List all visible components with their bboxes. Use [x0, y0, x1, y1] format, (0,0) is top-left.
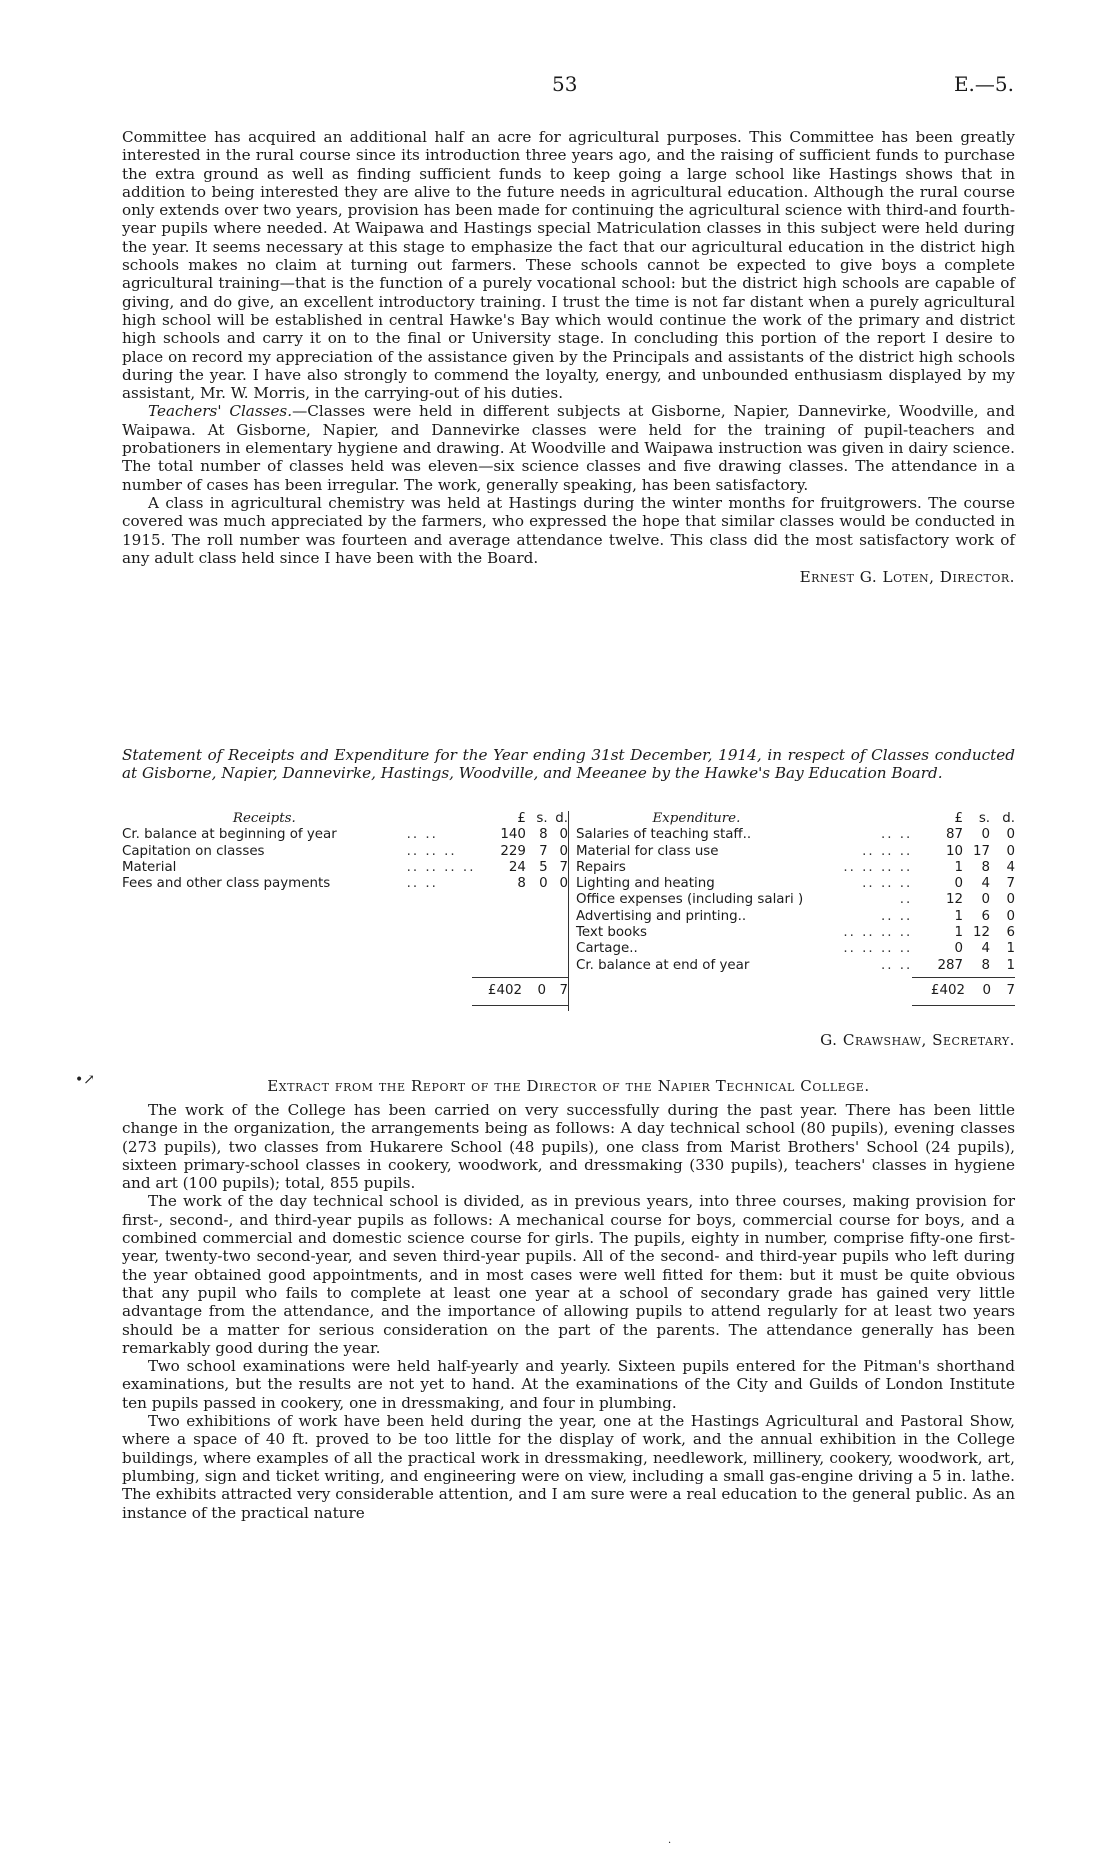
leader-dots: .. .. .. .. — [843, 859, 913, 875]
table-row — [576, 876, 1015, 892]
page-header — [0, 72, 1114, 100]
page-number: 53 — [552, 72, 578, 96]
table-row — [576, 827, 1015, 843]
expense-label: Advertising and printing.. — [576, 908, 747, 924]
expenditure-total-shillings: 0 — [982, 983, 991, 998]
statement-section — [122, 746, 1015, 783]
receipt-label: Material — [122, 859, 177, 875]
paragraph-exhibitions: Two exhibitions of work have been held during the year, one at the Hastings Agricultural and Pastoral Show, where a space of 40 ft. proved to be too little for the display of work, and the annual exhibition in the College buildings, where examples of all the practical work in dressmaking, needlework, millinery, cookery, woodwork, art, plumbing, sign and ticket writing, and engineering were on view, including a small gas-engine driving a 5 in. lathe. The exhibits attracted very considerable attention, and I am sure were a real education to the general public. As an instance of the practical nature — [122, 1412, 1015, 1522]
leader-dots: .. .. .. — [406, 843, 457, 859]
leader-dots: .. .. — [880, 957, 913, 973]
expense-pence: 1 — [1006, 941, 1015, 957]
expense-label: Lighting and heating — [576, 876, 715, 892]
expenditure-total-pounds: £402 — [930, 983, 965, 998]
expense-pounds: 87 — [946, 827, 964, 843]
table-row — [576, 941, 1015, 957]
table-row — [576, 860, 1015, 876]
expense-label: Repairs — [576, 859, 626, 875]
receipt-pounds: 8 — [517, 876, 526, 892]
table-row — [122, 844, 568, 860]
expense-pence: 0 — [1006, 843, 1015, 859]
expenditure-table — [576, 811, 1015, 974]
expenditure-header-row — [576, 811, 1015, 827]
receipts-header-row — [122, 811, 568, 827]
receipt-shillings: 0 — [539, 876, 548, 892]
leader-dots: .. .. .. .. — [406, 859, 476, 875]
margin-mark: •↗ — [75, 1072, 95, 1088]
receipt-pounds: 140 — [500, 827, 526, 843]
expenditure-total-pence: 7 — [1006, 983, 1015, 998]
expense-shillings: 0 — [981, 827, 991, 843]
expense-pence: 7 — [1006, 876, 1015, 892]
receipt-pence: 0 — [559, 843, 568, 859]
expense-pounds: 12 — [946, 892, 964, 908]
body-text-top — [122, 128, 1015, 587]
col-pence: d. — [555, 811, 568, 826]
expense-shillings: 4 — [981, 941, 991, 957]
expense-shillings: 4 — [981, 876, 991, 892]
expense-label: Cr. balance at end of year — [576, 957, 750, 973]
col-shillings: s. — [978, 811, 991, 826]
statement-title: Statement of Receipts and Expenditure for the Year ending 31st December, 1914, in respect of Classes conducted at Gisborne, Napier, Dannevirke, Hastings, Woodville, and Meeanee by the Hawke's Bay Education Board. — [122, 746, 1015, 783]
leader-dots: .. .. — [406, 827, 438, 843]
col-pounds: £ — [954, 811, 964, 826]
paragraph-chemistry-class: A class in agricultural chemistry was held at Hastings during the winter months for fruitgrowers. The course covered was much appreciated by the farmers, who expressed the hope that similar classes would be conducted in 1915. The roll number was fourteen and average attendance twelve. This class did the most satisfactory work of any adult class held since I have been with the Board. — [122, 493, 1015, 567]
expense-pounds: 0 — [954, 941, 964, 957]
expense-label: Cartage.. — [576, 941, 638, 957]
expenditure-total-rule — [912, 977, 1015, 978]
expense-shillings: 12 — [973, 925, 991, 941]
table-row — [122, 827, 568, 843]
teachers-classes-text: —Classes were held in different subjects at Gisborne, Napier, Dannevirke, Woodville, and Waipawa. At Gisborne, Napier, and Dannevirke classes were held for the training of pupil-teachers and probationers in elementary hygiene and drawing. At Woodville and Waipawa instruction was given in dairy science. The total number of classes held was eleven—six science classes and five drawing classes. The attendance in a number of cases has been irregular. The work, generally speaking, has been satisfactory. — [122, 402, 1015, 494]
leader-dots: .. .. — [880, 827, 913, 843]
leader-dots: .. — [899, 892, 913, 908]
secretary-block — [122, 1031, 1015, 1050]
column-divider — [568, 811, 569, 1011]
expense-shillings: 6 — [981, 908, 991, 924]
expense-pence: 4 — [1006, 859, 1015, 875]
receipt-pence: 0 — [559, 827, 568, 843]
expense-shillings: 17 — [973, 843, 991, 859]
receipt-pence: 0 — [559, 876, 568, 892]
receipts-heading: Receipts. — [232, 811, 296, 826]
receipts-total-rule — [472, 977, 568, 978]
expense-shillings: 8 — [981, 957, 991, 973]
table-row — [576, 958, 1015, 974]
receipts-total-pounds: £402 — [487, 983, 522, 998]
col-shillings: s. — [536, 811, 548, 826]
expense-shillings: 8 — [981, 859, 991, 875]
receipt-pounds: 229 — [500, 843, 526, 859]
receipt-label: Cr. balance at beginning of year — [122, 827, 337, 843]
table-row — [576, 844, 1015, 860]
leader-dots: .. .. .. — [862, 843, 913, 859]
leader-dots: .. .. .. .. — [843, 941, 913, 957]
expense-label: Salaries of teaching staff.. — [576, 827, 752, 843]
receipts-table — [122, 811, 568, 892]
expense-label: Office expenses (including salari ) — [576, 892, 804, 908]
receipt-pounds: 24 — [508, 859, 526, 875]
leader-dots: .. .. .. .. — [843, 925, 913, 941]
leader-dots: .. .. — [406, 876, 438, 892]
expense-pounds: 10 — [946, 843, 964, 859]
expenditure-heading: Expenditure. — [652, 811, 741, 826]
expense-pence: 6 — [1006, 925, 1015, 941]
receipt-shillings: 8 — [539, 827, 548, 843]
expense-pence: 0 — [1006, 892, 1015, 908]
receipts-total — [472, 983, 568, 999]
expense-pence: 0 — [1006, 827, 1015, 843]
expense-pounds: 1 — [954, 859, 964, 875]
expense-pounds: 0 — [954, 876, 964, 892]
expenditure-total — [912, 983, 1015, 999]
leader-dots: .. .. — [880, 908, 913, 924]
table-row — [576, 925, 1015, 941]
receipts-total-underline — [472, 1005, 568, 1006]
receipt-shillings: 7 — [539, 843, 548, 859]
expense-pounds: 1 — [954, 925, 964, 941]
table-row — [576, 892, 1015, 908]
expense-pence: 1 — [1006, 957, 1015, 973]
table-row — [576, 909, 1015, 925]
expense-label: Material for class use — [576, 843, 719, 859]
table-row — [122, 860, 568, 876]
col-pounds: £ — [517, 811, 526, 826]
receipts-total-pence: 7 — [559, 983, 568, 998]
director-signature: Ernest G. Loten, Director. — [799, 568, 1015, 587]
paragraph-teachers-classes — [122, 402, 1015, 493]
paragraph-college-work: The work of the College has been carried on very successfully during the past year. There has been little change in the organization, the arrangements being as follows: A day technical school (80 pupils), evening classes (273 pupils), two classes from Hukarere School (48 pupils), one class from Marist Brothers' School (24 pupils), sixteen primary-school classes in cookery, woodwork, and dressmaking (330 pupils), teachers' classes in hygiene and art (100 pupils); total, 855 pupils. — [122, 1101, 1015, 1193]
extract-heading: Extract from the Report of the Director of the Napier Technical College. — [267, 1077, 870, 1095]
col-pence: d. — [1002, 811, 1015, 826]
expense-shillings: 0 — [981, 892, 991, 908]
secretary-signature: G. Crawshaw, Secretary. — [820, 1031, 1015, 1049]
receipt-pence: 7 — [559, 859, 568, 875]
expense-pounds: 1 — [954, 908, 964, 924]
expense-pence: 0 — [1006, 908, 1015, 924]
bottom-mark: · — [668, 1838, 672, 1849]
receipts-total-shillings: 0 — [537, 983, 546, 998]
paragraph-day-school: The work of the day technical school is divided, as in previous years, into three courses, making provision for first-, second-, and third-year pupils as follows: A mechanical course for boys, commercial course for boys, and a combined commercial and domestic science course for girls. The pupils, eighty in number, comprise fifty-one first-year, twenty-two second-year, and seven third-year pupils. All of the second- and third-year pupils who left during the year obtained good appointments, and in most cases were well fitted for them: but it must be quite obvious that any pupil who fails to complete at least one year at a school of secondary grade has gained very little advantage from the attendance, and the importance of allowing pupils to attend regularly for at least two years should be a matter for serious consideration on the part of the parents. The attendance generally has been remarkably good during the year. — [122, 1192, 1015, 1357]
receipt-shillings: 5 — [539, 859, 548, 875]
expense-label: Text books — [576, 925, 647, 941]
body-text-bottom — [122, 1077, 1015, 1522]
paragraph-agricultural: Committee has acquired an additional half an acre for agricultural purposes. This Committee has been greatly interested in the rural course since its introduction three years ago, and the raising of sufficient funds to purchase the extra ground as well as finding sufficient funds to keep going a large school like Hastings shows that in addition to being interested they are alive to the future needs in agricultural education. Although the rural course only extends over two years, provision has been made for continuing the agricultural science with third-and fourth-year pupils where needed. At Waipawa and Hastings special Matriculation classes in this subject were held during the year. It seems necessary at this stage to emphasize the fact that our agricultural education in the district high schools makes no claim at turning out farmers. These schools cannot be expected to give boys a complete agricultural training—that is the function of a purely vocational school: but the district high schools are capable of giving, and do give, an excellent introductory training. I trust the time is not far distant when a purely agricultural high school will be established in central Hawke's Bay which would continue the work of the primary and district high schools and carry it on to the final or University stage. In concluding this portion of the report I desire to place on record my appreciation of the assistance given by the Principals and assistants of the district high schools during the year. I have also strongly to commend the loyalty, energy, and unbounded enthusiasm displayed by my assistant, Mr. W. Morris, in the carrying-out of his duties. — [122, 128, 1015, 403]
document-reference: E.—5. — [953, 72, 1014, 96]
receipt-label: Fees and other class payments — [122, 876, 331, 892]
paragraph-examinations: Two school examinations were held half-yearly and yearly. Sixteen pupils entered for the Pitman's shorthand examinations, but the results are not yet to hand. At the examinations of the City and Guilds of London Institute ten pupils passed in cookery, one in dressmaking, and four in plumbing. — [122, 1357, 1015, 1412]
expense-pounds: 287 — [937, 957, 964, 973]
leader-dots: .. .. .. — [862, 876, 913, 892]
expenditure-total-underline — [912, 1005, 1015, 1006]
receipt-label: Capitation on classes — [122, 843, 265, 859]
table-row — [122, 876, 568, 892]
teachers-classes-heading: Teachers' Classes. — [148, 402, 293, 421]
